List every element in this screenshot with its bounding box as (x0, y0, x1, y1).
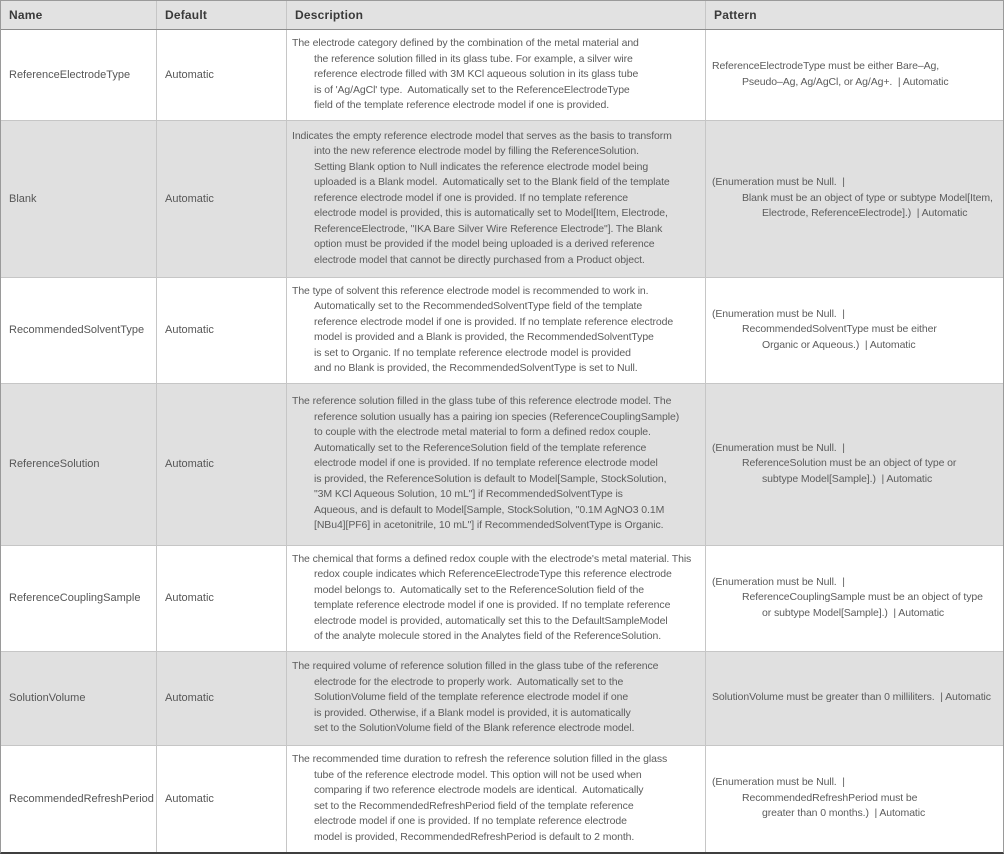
text-line: (Enumeration must be Null. | (712, 776, 845, 789)
text-line: Organic or Aqueous.) | Automatic (762, 338, 916, 351)
text-line: uploaded is a Blank model. Automatically set to the Blank field of the template (314, 176, 670, 189)
text-line: Aqueous, and is default to Model[Sample, StockSolution, "0.1M AgNO3 0.1M (314, 503, 665, 516)
text-line: is of 'Ag/AgCl' type. Automatically set to the ReferenceElectrodeType (314, 83, 630, 96)
pattern-cell (706, 652, 1003, 745)
description-text (292, 36, 700, 114)
table-header (1, 1, 1003, 30)
text-line: The electrode category defined by the combination of the metal material and (292, 37, 639, 49)
pattern-text (712, 175, 997, 222)
text-line: Blank must be an object of type or subtype Model[Item, (742, 191, 993, 204)
text-line: electrode model is provided, automatically set this to the DefaultSampleModel (314, 614, 668, 627)
default-cell (157, 121, 287, 277)
default-cell (157, 546, 287, 651)
pattern-text (712, 690, 997, 706)
text-line: electrode model that cannot be directly purchased from a Product object. (314, 253, 645, 266)
column-header-pattern: Pattern (714, 8, 757, 22)
pattern-text (712, 441, 997, 488)
text-line: RecommendedSolventType must be either (742, 323, 937, 336)
name-cell (1, 384, 157, 545)
parameter-name: ReferenceCouplingSample (9, 592, 141, 604)
text-line: Setting Blank option to Null indicates the reference electrode model being (314, 160, 649, 173)
text-line: subtype Model[Sample].) | Automatic (762, 472, 933, 485)
text-line: into the new reference electrode model by filling the ReferenceSolution. (314, 145, 639, 158)
name-cell (1, 278, 157, 383)
text-line: (Enumeration must be Null. | (712, 575, 845, 588)
text-line: set to the RecommendedRefreshPeriod field of the template reference (314, 799, 634, 812)
pattern-cell (706, 121, 1003, 277)
text-line: of the analyte molecule stored in the Analytes field of the ReferenceSolution. (314, 630, 662, 642)
text-line: electrode model if one is provided. If no template reference electrode (314, 815, 627, 827)
table-row (1, 652, 1003, 746)
pattern-cell (706, 546, 1003, 651)
description-cell (287, 121, 706, 277)
default-value: Automatic (165, 458, 214, 470)
table-row (1, 384, 1003, 546)
pattern-cell (706, 746, 1003, 852)
description-cell (287, 652, 706, 745)
description-cell (287, 384, 706, 545)
description-cell (287, 746, 706, 852)
default-value: Automatic (165, 192, 214, 205)
text-line: reference electrode model if one is provided. If no template reference electrode (314, 315, 674, 328)
text-line: and no Blank is provided, the RecommendedSolventType is set to Null. (314, 362, 638, 374)
text-line: SolutionVolume must be greater than 0 milliliters. | Automatic (712, 691, 991, 704)
text-line: ReferenceElectrode, "IKA Bare Silver Wire Reference Electrode"]. The Blank (314, 222, 663, 235)
text-line: is set to Organic. If no template reference electrode model is provided (314, 346, 631, 359)
parameter-name: Blank (9, 192, 37, 205)
name-cell (1, 652, 157, 745)
text-line: model is provided and a Blank is provided, the RecommendedSolventType (314, 331, 654, 343)
default-value: Automatic (165, 592, 214, 604)
parameter-name: RecommendedSolventType (9, 324, 145, 336)
text-line: (Enumeration must be Null. | (712, 176, 845, 189)
table-row (1, 30, 1003, 121)
text-line: ReferenceCouplingSample must be an object of type (742, 591, 983, 604)
text-line: reference solution usually has a pairing ion species (ReferenceCouplingSample) (314, 410, 680, 423)
pattern-text (712, 775, 997, 822)
text-line: or subtype Model[Sample].) | Automatic (762, 606, 945, 619)
text-line: Automatically set to the RecommendedSolventType field of the template (314, 300, 643, 312)
text-line: redox couple indicates which ReferenceElectrodeType this reference electrode (314, 568, 672, 580)
table-row (1, 546, 1003, 652)
parameter-name: RecommendedRefreshPeriod (9, 792, 154, 805)
text-line: set to the SolutionVolume field of the Blank reference electrode model. (314, 722, 635, 735)
parameter-name: SolutionVolume (9, 692, 86, 704)
description-text (292, 394, 700, 534)
description-cell (287, 278, 706, 383)
default-cell (157, 384, 287, 545)
text-line: the reference solution filled in its glass tube. For example, a silver wire (314, 52, 633, 65)
pattern-cell (706, 278, 1003, 383)
default-value: Automatic (165, 68, 214, 81)
text-line: to couple with the electrode metal material to form a defined redox couple. (314, 426, 651, 439)
name-cell (1, 121, 157, 277)
default-cell (157, 652, 287, 745)
description-cell (287, 30, 706, 120)
column-header-name: Name (1, 1, 157, 29)
pattern-text (712, 307, 997, 354)
text-line: model belongs to. Automatically set to the ReferenceSolution field of the (314, 583, 644, 596)
text-line: ReferenceSolution must be an object of type or (742, 457, 957, 470)
text-line: [NBu4][PF6] in acetonitrile, 10 mL"] if RecommendedSolventType is Organic. (314, 519, 664, 532)
description-text (292, 284, 700, 377)
description-text (292, 752, 700, 845)
text-line: (Enumeration must be Null. | (712, 441, 845, 454)
text-line: electrode model if one is provided. If no template reference electrode model (314, 457, 658, 470)
default-value: Automatic (165, 692, 214, 704)
text-line: The type of solvent this reference electrode model is recommended to work in. (292, 284, 649, 297)
table-row (1, 746, 1003, 852)
text-line: SolutionVolume field of the template reference electrode model if one (314, 691, 629, 704)
description-text (292, 552, 700, 645)
text-line: reference electrode model if one is provided. If no template reference (314, 191, 629, 204)
text-line: is provided, the ReferenceSolution is default to Model[Sample, StockSolution, (314, 472, 667, 485)
column-header-description: Description (287, 1, 706, 29)
default-cell (157, 746, 287, 852)
parameter-name: ReferenceSolution (9, 458, 100, 470)
table-body (1, 30, 1003, 852)
text-line: comparing if two reference electrode models are identical. Automatically (314, 784, 644, 796)
text-line: The chemical that forms a defined redox couple with the electrode's metal material. This (292, 552, 692, 565)
text-line: option must be provided if the model being uploaded is a derived reference (314, 238, 655, 251)
text-line: Indicates the empty reference electrode model that serves as the basis to transform (292, 129, 672, 142)
parameter-name: ReferenceElectrodeType (9, 68, 131, 81)
text-line: The recommended time duration to refresh the reference solution filled in the glass (292, 753, 668, 765)
text-line: electrode model is provided, this is automatically set to Model[Item, Electrode, (314, 207, 668, 220)
text-line: "3M KCl Aqueous Solution, 10 mL"] if RecommendedSolventType is (314, 488, 623, 501)
text-line: Automatically set to the ReferenceSolution field of the template reference (314, 441, 647, 454)
text-line: is provided. Otherwise, if a Blank model is provided, it is automatically (314, 706, 631, 719)
text-line: Electrode, ReferenceElectrode].) | Automatic (762, 207, 968, 220)
name-cell (1, 546, 157, 651)
text-line: tube of the reference electrode model. This option will not be used when (314, 768, 642, 781)
pattern-cell (706, 30, 1003, 120)
description-text (292, 129, 700, 269)
text-line: ReferenceElectrodeType must be either Bare–Ag, (712, 60, 940, 73)
text-line: field of the template reference electrode model if one is provided. (314, 99, 610, 111)
name-cell (1, 746, 157, 852)
default-cell (157, 278, 287, 383)
description-text (292, 659, 700, 737)
default-value: Automatic (165, 324, 214, 336)
text-line: greater than 0 months.) | Automatic (762, 807, 926, 820)
text-line: The reference solution filled in the glass tube of this reference electrode model. The (292, 395, 672, 408)
text-line: (Enumeration must be Null. | (712, 307, 845, 320)
text-line: template reference electrode model if one is provided. If no template reference (314, 599, 671, 611)
text-line: electrode for the electrode to properly work. Automatically set to the (314, 675, 624, 688)
text-line: Pseudo–Ag, Ag/AgCl, or Ag/Ag+. | Automatic (742, 75, 949, 88)
text-line: The required volume of reference solution filled in the glass tube of the reference (292, 660, 659, 673)
pattern-text (712, 59, 997, 90)
default-cell (157, 30, 287, 120)
text-line: RecommendedRefreshPeriod must be (742, 791, 918, 804)
text-line: model is provided, RecommendedRefreshPeriod is default to 2 month. (314, 830, 635, 843)
pattern-text (712, 575, 997, 622)
default-value: Automatic (165, 792, 214, 805)
text-line: reference electrode filled with 3M KCl aqueous solution in its glass tube (314, 68, 639, 80)
name-cell (1, 30, 157, 120)
description-cell (287, 546, 706, 651)
table-row (1, 278, 1003, 384)
column-header-default: Default (157, 1, 287, 29)
pattern-cell (706, 384, 1003, 545)
table-row (1, 121, 1003, 278)
